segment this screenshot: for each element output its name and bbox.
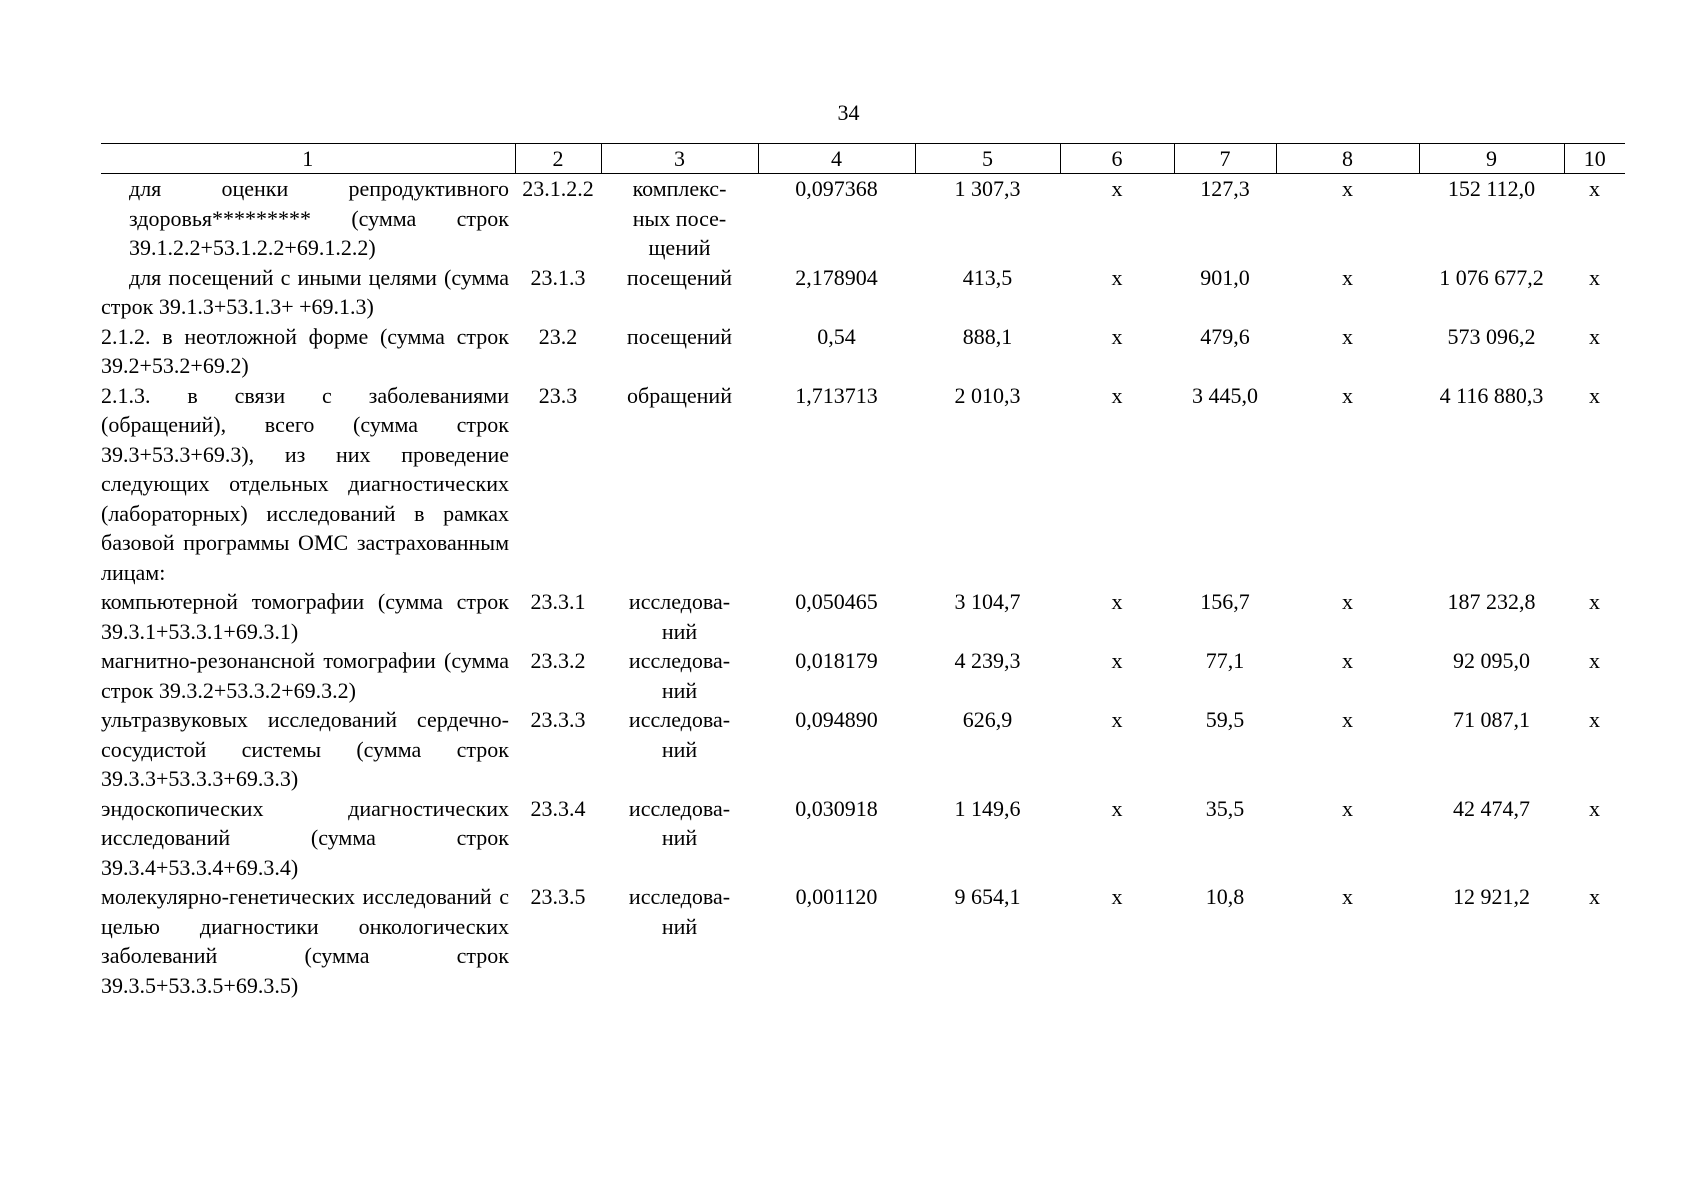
row-value-7: 156,7 xyxy=(1200,589,1250,614)
row-unit: обращений xyxy=(627,382,732,408)
row-value-9: 573 096,2 xyxy=(1447,323,1536,349)
row-code: 23.3.4 xyxy=(530,795,586,821)
row-value-10: х xyxy=(1589,707,1600,732)
row-value-9: 152 112,0 xyxy=(1447,176,1536,201)
row-code: 23.3.3 xyxy=(530,707,586,732)
row-value-10: х xyxy=(1589,323,1600,349)
row-description: для посещений с иными целями (сумма строк 39.1.3+53.1.3+ +69.1.3) xyxy=(101,264,509,319)
row-value-5: 4 239,3 xyxy=(954,648,1021,673)
row-value-10: х xyxy=(1589,589,1600,614)
row-value-10: х xyxy=(1589,884,1600,909)
row-code: 23.1.3 xyxy=(530,264,586,290)
row-unit: исследова- ний xyxy=(628,707,731,762)
row-value-7: 10,8 xyxy=(1205,884,1245,909)
row-value-6: х xyxy=(1111,589,1123,614)
row-value-10: х xyxy=(1589,795,1600,821)
row-unit: посещений xyxy=(626,323,733,349)
row-value-8: х xyxy=(1342,382,1353,408)
row-value-5: 1 307,3 xyxy=(954,176,1021,201)
row-code: 23.3.2 xyxy=(530,648,586,673)
row-code: 23.2 xyxy=(538,323,578,349)
column-header: 4 xyxy=(758,144,915,174)
row-value-4: 2,178904 xyxy=(795,264,878,290)
row-value-7: 3 445,0 xyxy=(1192,382,1258,408)
row-value-5: 413,5 xyxy=(962,264,1013,290)
column-header: 2 xyxy=(515,144,601,174)
row-value-6: х xyxy=(1111,264,1123,290)
column-header: 1 xyxy=(101,144,515,174)
row-value-6: х xyxy=(1111,382,1123,408)
row-value-5: 888,1 xyxy=(962,323,1013,349)
table-row xyxy=(101,263,1625,322)
row-code: 23.3 xyxy=(538,382,578,408)
row-value-4: 0,54 xyxy=(817,323,856,349)
row-description: компьютерной томографии (сумма строк 39.3.1+53.3.1+69.3.1) xyxy=(101,589,509,644)
row-value-6: х xyxy=(1111,323,1123,349)
row-description: для оценки репродуктивного здоровья********* (сумма строк 39.1.2.2+53.1.2.2+69.1.2.2) xyxy=(129,176,509,260)
row-value-10: х xyxy=(1589,264,1600,290)
row-value-4: 0,094890 xyxy=(795,707,878,732)
row-value-10: х xyxy=(1589,382,1600,408)
table-row xyxy=(101,587,1625,646)
column-header: 6 xyxy=(1060,144,1174,174)
row-value-4: 0,050465 xyxy=(795,589,878,614)
row-value-5: 626,9 xyxy=(962,707,1013,732)
row-value-5: 2 010,3 xyxy=(954,382,1021,408)
row-value-8: х xyxy=(1342,589,1353,614)
row-value-7: 77,1 xyxy=(1205,648,1245,673)
table-row xyxy=(101,322,1625,381)
row-value-6: х xyxy=(1111,707,1123,732)
row-description: 2.1.3. в связи с заболеваниями (обращений), всего (сумма строк 39.3+53.3+69.3), из них проведение следующих отдельных диагностических (лабораторных) исследований в рамках базовой программы ОМС застрахованным лицам: xyxy=(101,382,509,585)
row-value-8: х xyxy=(1342,707,1353,732)
row-value-5: 1 149,6 xyxy=(954,795,1021,821)
row-value-9: 1 076 677,2 xyxy=(1439,264,1544,290)
row-unit: исследова- ний xyxy=(628,648,731,703)
row-value-4: 0,001120 xyxy=(795,884,878,909)
column-header: 3 xyxy=(601,144,758,174)
row-value-8: х xyxy=(1342,264,1353,290)
data-table xyxy=(101,143,1625,1000)
row-unit: исследова- ний xyxy=(628,795,731,850)
row-value-9: 92 095,0 xyxy=(1453,648,1530,673)
row-code: 23.1.2.2 xyxy=(522,176,594,201)
table-row xyxy=(101,794,1625,883)
row-value-9: 187 232,8 xyxy=(1447,589,1536,614)
row-value-7: 901,0 xyxy=(1200,264,1250,290)
column-header: 9 xyxy=(1419,144,1564,174)
table-row xyxy=(101,882,1625,1000)
row-code: 23.3.1 xyxy=(530,589,586,614)
row-value-7: 59,5 xyxy=(1205,707,1245,732)
row-value-5: 9 654,1 xyxy=(954,884,1021,909)
row-value-8: х xyxy=(1342,795,1353,821)
row-value-8: х xyxy=(1342,648,1353,673)
row-value-4: 0,030918 xyxy=(795,795,878,821)
column-header: 10 xyxy=(1564,144,1625,174)
page-number: 34 xyxy=(837,100,860,125)
row-code: 23.3.5 xyxy=(530,884,586,909)
row-value-8: х xyxy=(1342,884,1353,909)
table-row xyxy=(101,705,1625,794)
row-unit: посещений xyxy=(626,264,733,290)
column-header: 7 xyxy=(1174,144,1276,174)
row-value-10: х xyxy=(1589,176,1600,201)
row-description: эндоскопических диагностических исследований (сумма строк 39.3.4+53.3.4+69.3.4) xyxy=(101,795,509,880)
row-description: ультразвуковых исследований сердечно-сосудистой системы (сумма строк 39.3.3+53.3.3+69.3.3) xyxy=(101,707,509,791)
row-value-4: 1,713713 xyxy=(795,382,878,408)
row-unit: исследова- ний xyxy=(628,884,731,939)
row-value-7: 479,6 xyxy=(1200,323,1250,349)
row-value-6: х xyxy=(1111,795,1123,821)
row-value-7: 127,3 xyxy=(1200,176,1250,201)
table-row xyxy=(101,174,1625,263)
row-value-8: х xyxy=(1342,323,1353,349)
table-row xyxy=(101,381,1625,588)
row-value-9: 42 474,7 xyxy=(1453,795,1530,821)
table-row xyxy=(101,646,1625,705)
row-value-9: 4 116 880,3 xyxy=(1439,382,1544,408)
row-unit: исследова- ний xyxy=(628,589,731,644)
column-header: 8 xyxy=(1276,144,1419,174)
column-header: 5 xyxy=(915,144,1060,174)
row-value-8: х xyxy=(1342,176,1353,201)
row-value-4: 0,097368 xyxy=(795,176,878,201)
row-value-6: х xyxy=(1111,648,1123,673)
row-description: 2.1.2. в неотложной форме (сумма строк 39.2+53.2+69.2) xyxy=(101,323,509,378)
header-row xyxy=(101,144,1625,174)
row-description: магнитно-резонансной томографии (сумма строк 39.3.2+53.3.2+69.3.2) xyxy=(101,648,509,703)
row-value-9: 12 921,2 xyxy=(1453,884,1530,909)
row-value-6: х xyxy=(1111,884,1123,909)
row-value-4: 0,018179 xyxy=(795,648,878,673)
row-description: молекулярно-генетических исследований с целью диагностики онкологических заболеваний (сумма строк 39.3.5+53.3.5+69.3.5) xyxy=(101,884,509,998)
row-unit: комплекс- ных посе- щений xyxy=(632,176,727,260)
row-value-5: 3 104,7 xyxy=(954,589,1021,614)
row-value-10: х xyxy=(1589,648,1600,673)
row-value-7: 35,5 xyxy=(1205,795,1245,821)
row-value-6: х xyxy=(1111,176,1123,201)
row-value-9: 71 087,1 xyxy=(1453,707,1530,732)
